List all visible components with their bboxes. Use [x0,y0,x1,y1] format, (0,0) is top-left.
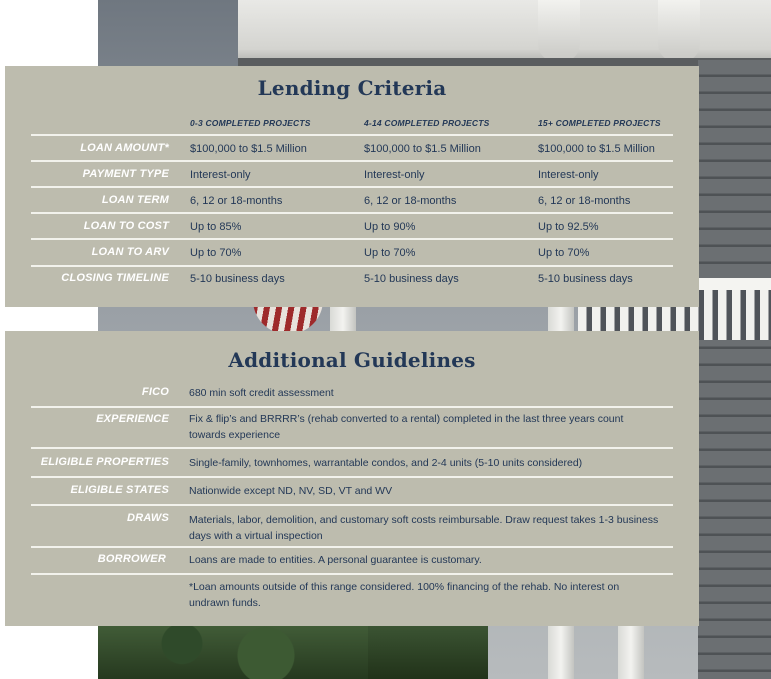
row-divider [31,160,673,162]
table-cell: 5-10 business days [364,273,459,285]
table-cell: 6, 12 or 18-months [190,195,283,207]
table-cell: Up to 90% [364,221,416,233]
table-cell: Up to 85% [190,221,242,233]
row-divider [31,238,673,240]
table-cell: $100,000 to $1.5 Million [538,143,655,155]
guideline-text: Loans are made to entities. A personal guarantee is customary. [189,554,482,566]
row-divider [31,546,673,548]
table-cell: Interest-only [190,169,251,181]
row-label-loan-term: LOAN TERM [101,194,169,206]
row-divider [31,212,673,214]
table-cell: Up to 70% [538,247,590,259]
row-label-loan-to-cost: LOAN TO COST [83,220,169,232]
row-label-loan-to-arv: LOAN TO ARV [91,246,169,258]
guideline-label-eligible-properties: ELIGIBLE PROPERTIES [40,456,169,468]
guideline-label-borrower: BORROWER [97,553,166,565]
photo-trees [98,620,378,679]
lending-criteria-title: Lending Criteria [257,76,447,100]
photo-trees [368,620,488,679]
guideline-label-draws: DRAWS [127,512,169,524]
row-divider [31,476,673,478]
photo-bracket [658,0,700,62]
guideline-text: Materials, labor, demolition, and customary soft costs reimbursable. Draw request takes 1-3 business days with a virtual inspection [189,514,659,542]
guideline-text: Nationwide except ND, NV, SD, VT and WV [189,485,393,497]
row-divider [31,134,673,136]
table-cell: Up to 70% [364,247,416,259]
loan-amount-footnote: *Loan amounts outside of this range considered. 100% financing of the rehab. No interest on undrawn funds. [189,581,620,609]
additional-guidelines-panel [5,331,699,626]
table-cell: Interest-only [538,169,599,181]
table-cell: Interest-only [364,169,425,181]
guideline-label-eligible-states: ELIGIBLE STATES [70,484,169,496]
row-divider [31,406,673,408]
row-label-loan-amount: LOAN AMOUNT* [80,142,169,154]
table-cell: $100,000 to $1.5 Million [364,143,481,155]
table-cell: 5-10 business days [538,273,633,285]
photo-siding [698,60,771,679]
guideline-text: Fix & flip’s and BRRRR’s (rehab converted to a rental) completed in the last three years count towards experience [189,413,624,441]
photo-bracket [538,0,580,62]
column-header: 0-3 COMPLETED PROJECTS [190,118,311,128]
row-divider [31,186,673,188]
column-header: 4-14 COMPLETED PROJECTS [364,118,490,128]
guideline-text: 680 min soft credit assessment [189,387,334,399]
row-divider [31,504,673,506]
table-cell: Up to 92.5% [538,221,599,233]
table-cell: 5-10 business days [190,273,285,285]
row-divider [31,573,673,575]
row-label-payment-type: PAYMENT TYPE [82,168,169,180]
table-cell: Up to 70% [190,247,242,259]
column-header: 15+ COMPLETED PROJECTS [538,118,661,128]
lending-criteria-panel [5,66,699,307]
row-divider [31,447,673,449]
row-label-closing-timeline: CLOSING TIMELINE [61,272,169,284]
guideline-label-fico: FICO [141,386,169,398]
table-cell: 6, 12 or 18-months [538,195,631,207]
additional-guidelines-title: Additional Guidelines [228,348,476,372]
guideline-label-experience: EXPERIENCE [96,413,169,425]
table-cell: 6, 12 or 18-months [364,195,457,207]
guideline-text: Single-family, townhomes, warrantable condos, and 2-4 units (5-10 units considered) [189,457,583,469]
row-divider [31,265,673,267]
table-cell: $100,000 to $1.5 Million [190,143,307,155]
